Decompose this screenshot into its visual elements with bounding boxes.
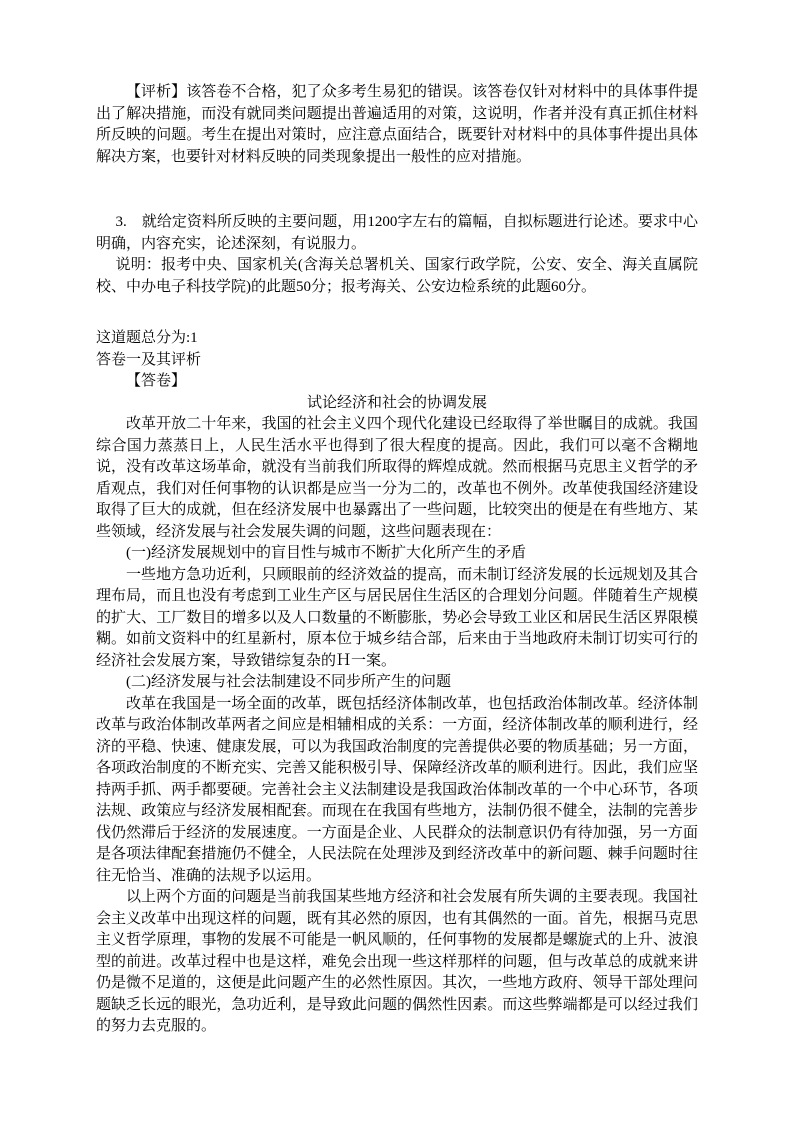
essay-title: 试论经济和社会的协调发展 [306, 394, 487, 411]
essay-subheading-1: (一)经济发展规划中的盲目性与城市不断扩大化所产生的矛盾 [126, 545, 526, 561]
essay-paragraph-4: 以上两个方面的问题是当前我国某些地方经济和社会发展有所失调的主要表现。我国社会主义改革中出现这样的问题，既有其必然的原因，也有其偶然的一面。首先，根据马克思主义哲学原理，事物的发展不可能是一帆风顺的，任何事物的发展都是螺旋式的上升、波浪型的前进。改革过程中也是这样，难免会出现一些这样那样的问题，但与改革总的成就来讲仍是微不足道的，这便是此问题产生的必然性原因。其次，一些地方政府、领导干部处理问题缺乏长远的眼光，急功近利，是导致此问题的偶然性因素。而这些弊端都是可以经过我们的努力去克服的。 [96, 889, 698, 1034]
spacer [96, 298, 698, 328]
spacer [96, 168, 698, 212]
review-comment-paragraph: 【评析】该答卷不合格，犯了众多考生易犯的错误。该答卷仅针对材料中的具体事件提出了解决措施，而没有就同类问题提出普遍适用的对策，这说明，作者并没有真正抓住材料所反映的问题。考生在提出对策时，应注意点面结合，既要针对材料中的具体事件提出具体解决方案，也要针对材料反映的同类现象提出一般性的应对措施。 [96, 84, 698, 165]
question-note-paragraph: 说明：报考中央、国家机关(含海关总署机关、国家行政学院，公安、安全、海关直属院校、中办电子科技学院)的此题50分；报考海关、公安边检系统的此题60分。 [96, 257, 698, 295]
essay-subheading-2: (二)经济发展与社会法制建设不同步所产生的问题 [126, 674, 451, 690]
question-3-paragraph: 3. 就给定资料所反映的主要问题，用1200字左右的篇幅，自拟标题进行论述。要求中心明确，内容充实，论述深刻，有说服力。 [96, 214, 698, 252]
answer-section-title: 答卷一及其评析 [96, 351, 202, 368]
answer-sheet-label: 【答卷】 [126, 373, 187, 389]
essay-paragraph-1: 改革开放二十年来，我国的社会主义四个现代化建设已经取得了举世瞩目的成就。我国综合国力蒸蒸日上，人民生活水平也得到了很大程度的提高。因此，我们可以毫不含糊地说，没有改革这场革命，就没有当前我们所取得的辉煌成就。然而根据马克思主义哲学的矛盾观点，我们对任何事物的认识都是应当一分为二的，改革也不例外。改革使我国经济建设取得了巨大的成就，但在经济发展中也暴露出了一些问题，比较突出的便是在有些地方、某些领域，经济发展与社会发展失调的问题，这些问题表现在： [96, 416, 698, 540]
essay-paragraph-2: 一些地方急功近利，只顾眼前的经济效益的提高，而未制订经济发展的长远规划及其合理布局，而且也没有考虑到工业生产区与居民居住生活区的合理划分问题。伴随着生产规模的扩大、工厂数目的增多以及人口数量的不断膨胀，势必会导致工业区和居民生活区界限模糊。如前文资料中的红星新村，原本位于城乡结合部，后来由于当地政府未制订切实可行的经济社会发展方案，导致错综复杂的Ｈ一案。 [96, 566, 698, 669]
essay-paragraph-3: 改革在我国是一场全面的改革，既包括经济体制改革，也包括政治体制改革。经济体制改革与政治体制改革两者之间应是相辅相成的关系：一方面，经济体制改革的顺利进行，经济的平稳、快速、健康发展，可以为我国政治制度的完善提供必要的物质基础；另一方面，各项政治制度的不断充实、完善又能积极引导、保障经济改革的顺利进行。因此，我们应坚持两手抓、两手都要硬。完善社会主义法制建设是我国政治体制改革的一个中心环节，各项法规、政策应与经济发展相配套。而现在在我国有些地方，法制仍很不健全，法制的完善步伐仍然滞后于经济的发展速度。一方面是企业、人民群众的法制意识仍有待加强，另一方面是各项法律配套措施仍不健全，人民法院在处理涉及到经济改革中的新问题、棘手问题时往往无恰当、准确的法规予以运用。 [96, 695, 698, 884]
score-line: 这道题总分为:1 [96, 330, 198, 346]
